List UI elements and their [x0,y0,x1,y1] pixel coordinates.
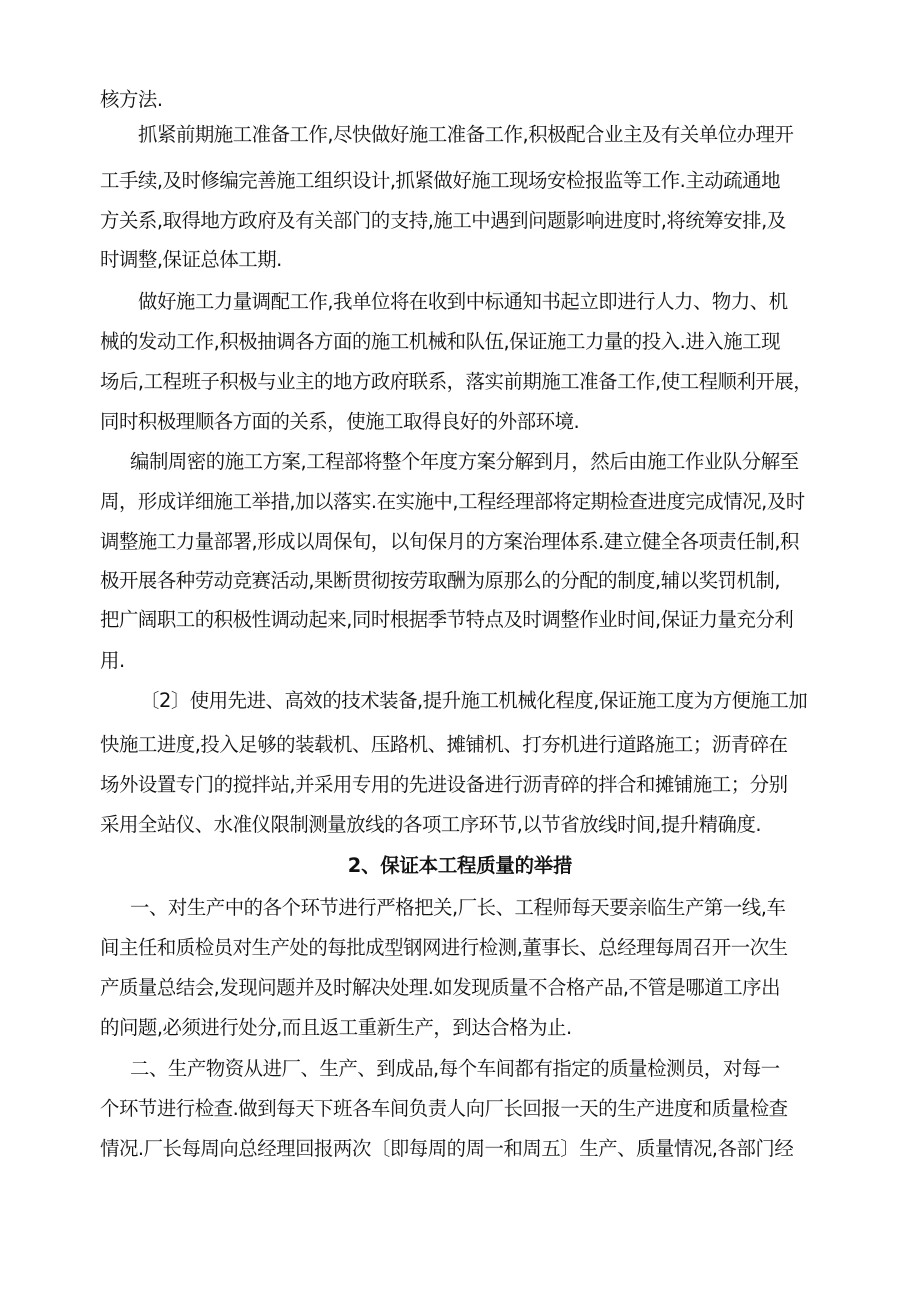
text-line: 把广阔职工的积极性调动起来,同时根据季节特点及时调整作业时间,保证力量充分利 [100,608,794,631]
text-line: 极开展各种劳动竞赛活动,果断贯彻按劳取酬为原那么的分配的制度,辅以奖罚机制, [100,569,781,592]
text-line: 调整施工力量部署,形成以周保旬，以旬保月的方案治理体系.建立健全各项责任制,积 [100,530,800,553]
paragraph-first-line: 抓紧前期施工准备工作,尽快做好施工准备工作,积极配合业主及有关单位办理开 [138,123,794,146]
text-line: 周，形成详细施工举措,加以落实.在实施中,工程经理部将定期检查进度完成情况,及时 [100,490,805,513]
text-line: 方关系,取得地方政府及有关部门的支持,施工中遇到问题影响进度时,将统筹安排,及 [100,209,786,232]
text-line: 采用全站仪、水准仪限制测量放线的各项工序环节,以节省放线时间,提升精确度. [100,813,762,836]
text-line: 核方法. [100,88,163,111]
text-line: 工手续,及时修编完善施工组织设计,抓紧做好施工现场安检报监等工作.主动疏通地 [100,169,781,192]
text-line: 快施工进度,投入足够的装载机、压路机、摊铺机、打夯机进行道路施工；沥青碎在 [100,733,788,756]
text-line: 间主任和质检员对生产处的每批成型钢网进行检测,董事长、总经理每周召开一次生 [100,936,788,959]
paragraph-first-line: 一、对生产中的各个环节进行严格把关,厂长、工程师每天要亲临生产第一线,车 [130,896,786,919]
paragraph-first-line: 做好施工力量调配工作,我单位将在收到中标通知书起立即进行人力、物力、机 [138,290,788,313]
text-line: 产质量总结会,发现问题并及时解决处理.如发现质量不合格产品,不管是哪道工序出 [100,976,781,999]
text-line: 个环节进行检查.做到每天下班各车间负责人向厂长回报一天的生产进度和质量检查 [100,1097,788,1120]
text-line: 械的发动工作,积极抽调各方面的施工机械和队伍,保证施工力量的投入.进入施工现 [100,330,781,353]
paragraph-first-line: 编制周密的施工方案,工程部将整个年度方案分解到月，然后由施工作业队分解至 [130,450,799,473]
text-line: 时调整,保证总体工期. [100,248,282,271]
paragraph-first-line: 二、生产物资从进厂、生产、到成品,每个车间都有指定的质量检测员，对每一 [130,1057,780,1080]
text-line: 情况.厂长每周向总经理回报两次〔即每周的周一和周五〕生产、质量情况,各部门经 [100,1137,794,1160]
text-line: 场外设置专门的搅拌站,并采用专用的先进设备进行沥青碎的拌合和摊铺施工；分别 [100,773,788,796]
text-line: 用. [100,649,125,672]
text-line: 场后,工程班子积极与业主的地方政府联系，落实前期施工准备工作,使工程顺利开展， [100,370,813,393]
section-heading: 2、保证本工程质量的举措 [347,854,573,877]
paragraph-first-line: 〔2〕使用先进、高效的技术装备,提升施工机械化程度,保证施工度为方便施工加 [140,689,808,712]
text-line: 的问题,必须进行处分,而且返工重新生产，到达合格为止. [100,1016,572,1039]
text-line: 同时积极理顺各方面的关系，使施工取得良好的外部环境. [100,410,580,433]
